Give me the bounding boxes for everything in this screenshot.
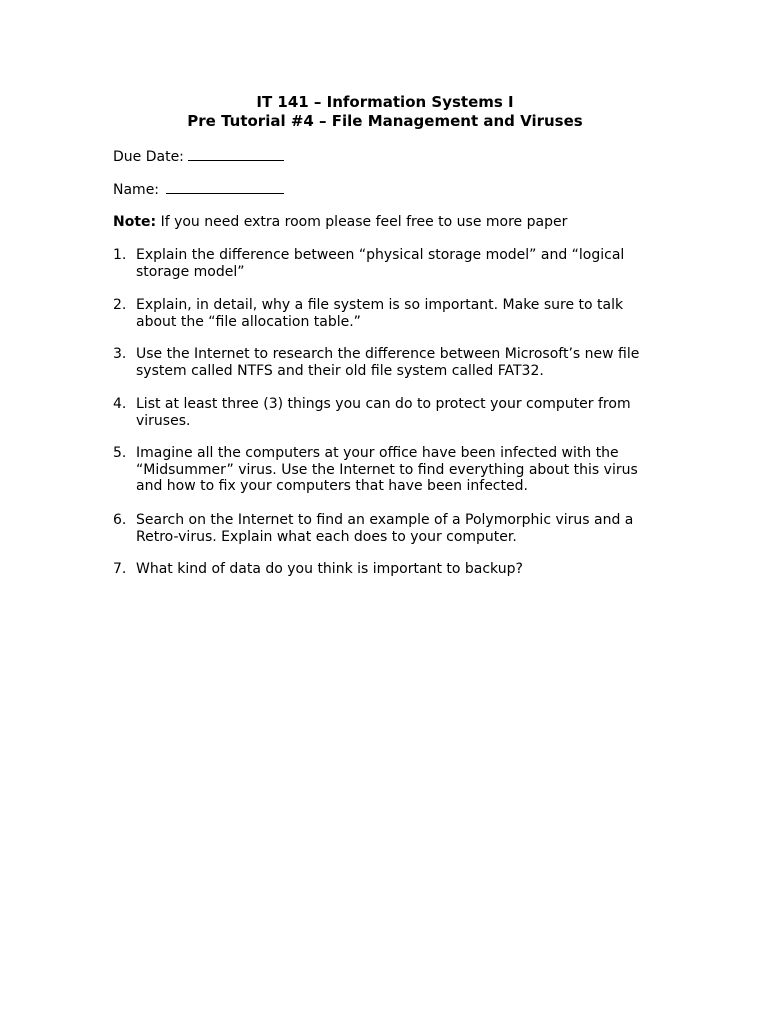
- question-text: Use the Internet to research the difference between Microsoft’s new file system called NTFS and their old file system called FAT32.: [136, 346, 640, 379]
- note-text: If you need extra room please feel free to use more paper: [160, 214, 568, 230]
- question-number: 4.: [113, 396, 127, 412]
- question-number: 5.: [113, 445, 127, 461]
- due-date-label: Due Date:: [113, 149, 184, 165]
- question-text: Explain, in detail, why a file system is so important. Make sure to talk about the “file allocation table.”: [136, 297, 624, 330]
- note-line: [113, 214, 567, 231]
- due-date-blank[interactable]: [188, 148, 284, 161]
- name-line: [113, 181, 284, 199]
- question-text: List at least three (3) things you can do to protect your computer from viruses.: [136, 396, 631, 429]
- course-title: IT 141 – Information Systems I: [256, 93, 514, 111]
- question-text: Imagine all the computers at your office have been infected with the “Midsummer” virus. Use the Internet to find everything about this virus and how to fix your computers that have been infected.: [136, 445, 638, 494]
- question-number: 1.: [113, 247, 127, 263]
- question-number: 6.: [113, 512, 127, 528]
- tutorial-title: Pre Tutorial #4 – File Management and Viruses: [187, 112, 583, 130]
- name-blank[interactable]: [166, 181, 284, 194]
- question-text: What kind of data do you think is important to backup?: [136, 561, 523, 577]
- question-text: Search on the Internet to find an example of a Polymorphic virus and a Retro-virus. Explain what each does to your computer.: [136, 512, 634, 545]
- note-label: Note:: [113, 214, 157, 230]
- name-label: Name:: [113, 182, 160, 198]
- question-number: 7.: [113, 561, 127, 577]
- question-number: 2.: [113, 297, 127, 313]
- question-number: 3.: [113, 346, 127, 362]
- question-text: Explain the difference between “physical storage model” and “logical storage model”: [136, 247, 625, 280]
- due-date-line: [113, 148, 284, 166]
